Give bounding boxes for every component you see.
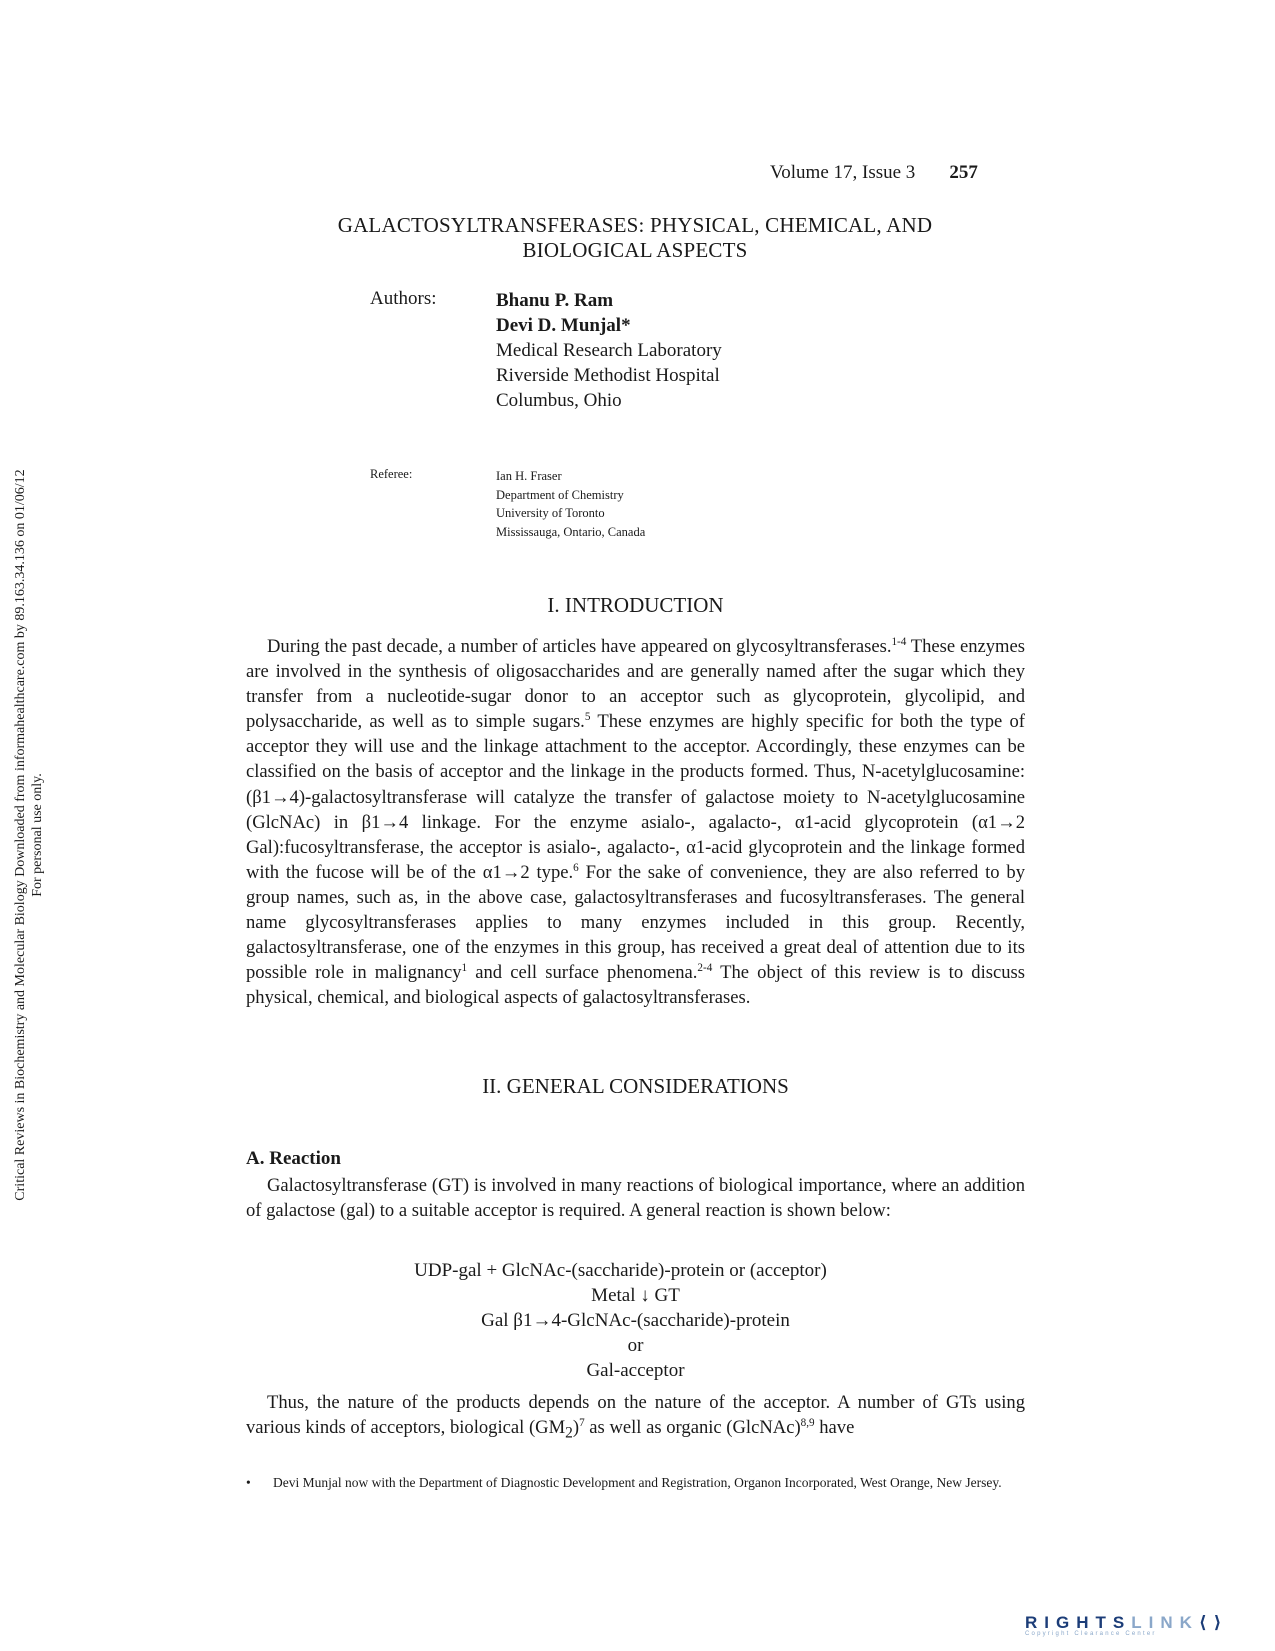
affiliation-line: Columbus, Ohio [496,390,622,411]
citation: 8,9 [800,1416,815,1429]
page-number: 257 [949,162,978,183]
subsection-heading-reaction: A. Reaction [246,1148,341,1169]
text-run: During the past decade, a number of articles have appeared on glycosyltransferases. [267,636,892,657]
referee-line: Ian H. Fraser [496,469,562,483]
text-run: Thus, the nature of the products depends on the nature of the acceptor. A number of GTs using various kinds of acceptors, biological (GM [246,1392,1025,1439]
title-line-2: BIOLOGICAL ASPECTS [522,238,748,262]
citation: 1 [461,962,468,975]
section-heading-general: II. GENERAL CONSIDERATIONS [482,1074,789,1098]
text-run: The object of this review is to discuss physical, chemical, and biological aspects of galactosyltransferases. [246,962,1025,1009]
text-run: have [814,1417,855,1439]
equation-line: UDP-gal + GlcNAc-(saccharide)-protein or (acceptor) [414,1260,827,1281]
equation-line: Metal ↓ GT [591,1285,680,1306]
rightslink-symbol-icon: ⟨⟩ [1198,1613,1229,1632]
download-watermark [12,410,46,1260]
citation: 2-4 [697,962,713,975]
authors-label: Authors: [370,288,437,309]
affiliation-line: Riverside Methodist Hospital [496,365,720,386]
referee-block [496,467,645,541]
citation: 1-4 [891,635,907,648]
running-header [770,162,978,184]
citation: 6 [573,861,579,874]
affiliation-line: Medical Research Laboratory [496,340,722,361]
footnote [246,1472,1025,1493]
section-heading-introduction: I. INTRODUCTION [547,593,724,617]
referee-line: Department of Chemistry [496,487,624,502]
text-run: as well as organic (GlcNAc) [584,1417,801,1439]
products-paragraph [246,1390,1025,1446]
rightslink-word-link: LINK [1131,1613,1199,1632]
equation-line: or [627,1335,644,1356]
title-line-1: GALACTOSYLTRANSFERASES: PHYSICAL, CHEMICAL, AND [337,213,933,237]
rightslink-word-rights: RIGHTS [1025,1613,1132,1632]
rightslink-tagline: Copyright Clearance Center [1025,1631,1157,1637]
text-run: These enzymes are highly specific for both the type of acceptor they will use and the linkage attachment to the acceptor. Accordingly, these enzymes can be classified on the basis of acceptor and the linkage in the products formed. Thus, N-acetylglucosamine: (β1→4)-galactosyltransferase will catalyze the transfer of galactose moiety to N-acetylglucosamine (GlcNAc) in β1→4 linkage. For the enzyme asialo-, agalacto-, α1-acid glycoprotein (α1→2 Gal):fucosyltransferase, the acceptor is asialo-, agalacto-, α1-acid glycoprotein and the linkage formed with the fucose will be of the α1→2 type. [246,711,1025,883]
authors-block [496,288,722,413]
author-name: Devi D. Munjal* [496,315,631,336]
watermark-line-2: For personal use only. [30,773,45,897]
article-title [240,213,1030,263]
referee-line: Mississauga, Ontario, Canada [496,524,646,539]
watermark-line-1: Critical Reviews in Biochemistry and Molecular Biology Downloaded from informahealthcare.com by 89.163.34.136 on 01/06/12 [13,469,28,1201]
referee-line: University of Toronto [496,506,605,520]
equation-line: Gal β1→4-GlcNAc-(saccharide)-protein [481,1310,790,1331]
reaction-equation [246,1258,1025,1383]
subscript: 2 [565,1424,573,1442]
referee-label: Referee: [370,467,413,481]
text-run: For the sake of convenience, they are also referred to by group names, such as, in the above case, galactosyltransferases and fucosyltransferases. The general name glycosyltransferases applies to many enzymes included in this group. Recently, galactosyltransferase, one of the enzymes in this group, has received a great deal of attention due to its possible role in malignancy [246,861,1025,984]
text-run: These enzymes are involved in the synthesis of oligosaccharides and are generally named after the sugar which they transfer from a nucleotide-sugar donor to an acceptor such as glycoprotein, glycolipid, and polysaccharide, as well as to simple sugars. [246,636,1025,733]
paragraph-text: Galactosyltransferase (GT) is involved in many reactions of biological importance, where an addition of galactose (gal) to a suitable acceptor is required. A general reaction is shown below: [246,1175,1025,1222]
volume-issue: Volume 17, Issue 3 [770,162,916,183]
text-run: and cell surface phenomena. [467,962,698,984]
equation-line: Gal-acceptor [586,1360,685,1381]
citation: 7 [579,1416,585,1429]
text-run: ) [572,1417,580,1439]
intro-paragraph [246,634,1025,1010]
footnote-bullet: • [246,1475,251,1490]
rightslink-logo[interactable] [1025,1613,1228,1637]
citation: 5 [584,711,591,724]
author-name: Bhanu P. Ram [496,290,614,311]
footnote-text: Devi Munjal now with the Department of Diagnostic Development and Registration, Organon Incorporated, West Orange, New Jersey. [273,1475,1002,1490]
reaction-paragraph [246,1173,1025,1223]
